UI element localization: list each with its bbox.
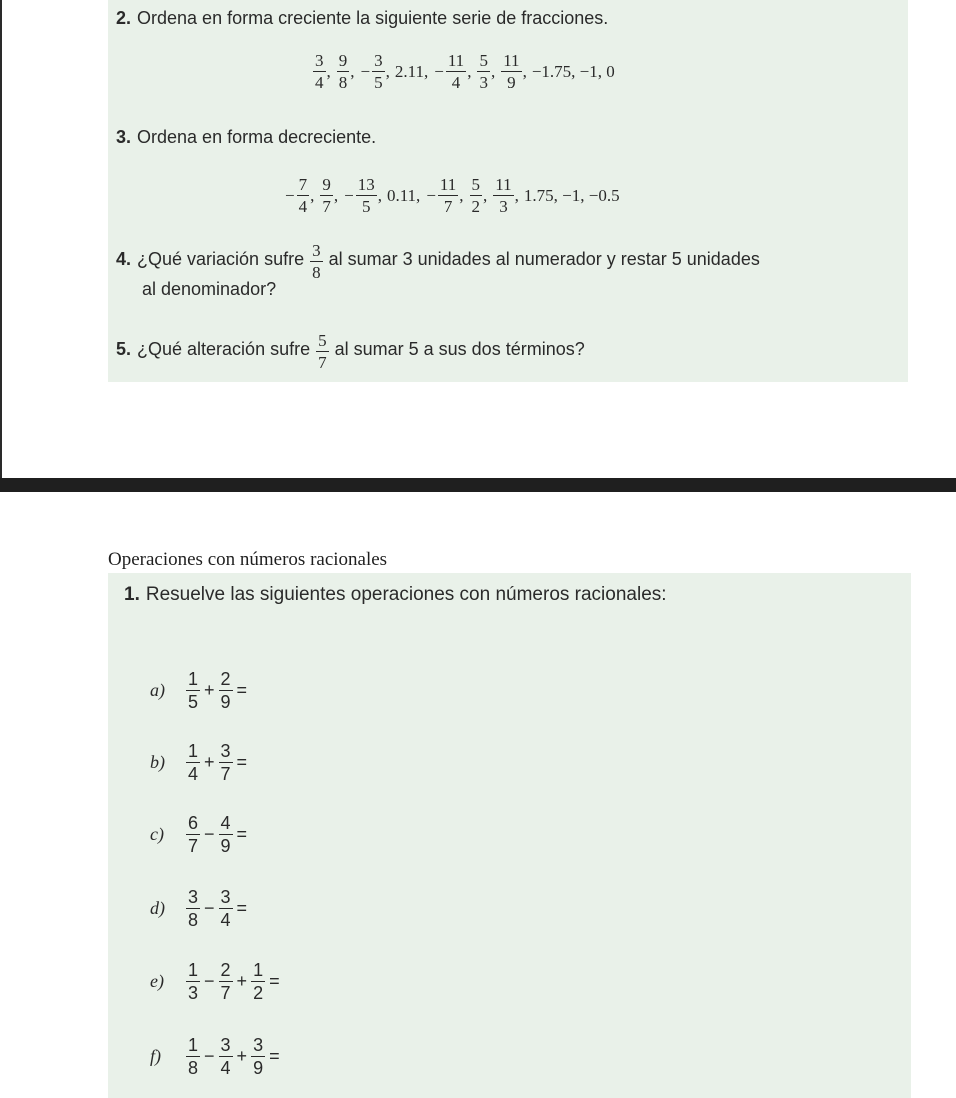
question-number: 4. bbox=[116, 249, 132, 269]
question-number: 5. bbox=[116, 339, 132, 359]
numerator: 4 bbox=[220, 813, 231, 833]
numerator: 3 bbox=[220, 1035, 231, 1055]
operator: + bbox=[236, 1046, 248, 1066]
numerator: 3 bbox=[220, 741, 231, 761]
fraction bbox=[372, 52, 385, 91]
comma: , bbox=[333, 185, 339, 205]
operator: = bbox=[236, 824, 248, 844]
fraction bbox=[251, 961, 265, 1002]
numerator: 5 bbox=[479, 51, 488, 70]
fraction bbox=[186, 670, 200, 711]
fraction bbox=[477, 52, 490, 91]
denominator: 4 bbox=[451, 73, 461, 92]
numerator: 11 bbox=[503, 51, 520, 70]
operator: = bbox=[236, 752, 248, 772]
fraction bbox=[219, 670, 233, 711]
fraction bbox=[470, 176, 483, 215]
fraction-series-decreasing bbox=[284, 176, 625, 215]
fraction bbox=[219, 742, 233, 783]
denominator: 7 bbox=[220, 983, 231, 1003]
page-divider bbox=[0, 478, 956, 492]
fraction bbox=[186, 814, 200, 855]
fraction bbox=[186, 888, 200, 929]
question-text-before: ¿Qué variación sufre bbox=[137, 249, 305, 269]
numerator: 9 bbox=[322, 175, 331, 194]
minus-sign: − bbox=[360, 61, 371, 81]
operator: − bbox=[204, 824, 215, 844]
question-3 bbox=[116, 127, 376, 148]
numerator: 9 bbox=[338, 51, 348, 70]
exercise-label: a) bbox=[150, 680, 165, 700]
fraction bbox=[186, 742, 200, 783]
operator: − bbox=[204, 1046, 215, 1066]
comma: , bbox=[350, 61, 355, 81]
denominator: 4 bbox=[298, 197, 308, 216]
operator: − bbox=[204, 898, 215, 918]
question-4-line2: al denominador? bbox=[142, 279, 277, 299]
denominator: 8 bbox=[312, 263, 321, 282]
denominator: 9 bbox=[220, 692, 231, 712]
fraction bbox=[356, 176, 377, 215]
fraction bbox=[493, 176, 513, 215]
numerator: 1 bbox=[253, 960, 264, 980]
left-border bbox=[0, 0, 2, 478]
numerator: 3 bbox=[188, 887, 199, 907]
fraction bbox=[251, 1036, 265, 1077]
series-value: 1.75, −1, −0.5 bbox=[523, 185, 620, 205]
denominator: 3 bbox=[499, 197, 508, 216]
denominator: 9 bbox=[507, 73, 516, 92]
operator: + bbox=[236, 971, 248, 991]
question-number: 2. bbox=[116, 8, 132, 28]
comma: , bbox=[459, 185, 464, 205]
exercise-item bbox=[150, 888, 249, 929]
operator: + bbox=[204, 752, 215, 772]
numerator: 11 bbox=[495, 175, 512, 194]
denominator: 2 bbox=[471, 197, 481, 216]
question-number: 3. bbox=[116, 127, 132, 147]
fraction bbox=[186, 961, 200, 1002]
denominator: 3 bbox=[479, 73, 488, 92]
comma: , bbox=[467, 61, 472, 81]
comma: , bbox=[490, 61, 496, 81]
series-value: −1.75, −1, 0 bbox=[531, 61, 615, 81]
numerator: 3 bbox=[315, 51, 324, 70]
numerator: 13 bbox=[357, 175, 375, 194]
series-value: 0.11, bbox=[386, 185, 421, 205]
fraction bbox=[219, 888, 233, 929]
exercise-label: c) bbox=[150, 824, 164, 844]
question-text: Resuelve las siguientes operaciones con números racionales: bbox=[145, 584, 667, 605]
numerator: 5 bbox=[471, 175, 481, 194]
inline-fraction bbox=[316, 332, 329, 371]
question-1 bbox=[124, 584, 667, 606]
fraction bbox=[219, 961, 233, 1002]
exercise-label: e) bbox=[150, 971, 164, 991]
numerator: 2 bbox=[220, 960, 231, 980]
numerator: 1 bbox=[188, 741, 199, 761]
fraction-series-increasing bbox=[312, 52, 620, 91]
denominator: 4 bbox=[220, 910, 231, 930]
inline-fraction bbox=[310, 242, 323, 281]
question-text-after: al sumar 5 a sus dos términos? bbox=[334, 339, 585, 359]
comma: , bbox=[377, 185, 382, 205]
denominator: 5 bbox=[188, 692, 199, 712]
denominator: 7 bbox=[220, 764, 231, 784]
comma: , bbox=[483, 185, 488, 205]
fraction bbox=[219, 814, 233, 855]
numerator: 1 bbox=[188, 1035, 199, 1055]
denominator: 5 bbox=[374, 73, 383, 92]
denominator: 7 bbox=[188, 836, 199, 856]
question-text-before: ¿Qué alteración sufre bbox=[137, 339, 311, 359]
numerator: 3 bbox=[312, 241, 321, 260]
numerator: 6 bbox=[188, 813, 199, 833]
denominator: 7 bbox=[322, 197, 331, 216]
denominator: 8 bbox=[188, 910, 199, 930]
denominator: 7 bbox=[443, 197, 453, 216]
numerator: 11 bbox=[439, 175, 457, 194]
exercise-label: d) bbox=[150, 898, 165, 918]
fraction bbox=[219, 1036, 233, 1077]
exercise-item bbox=[150, 670, 249, 711]
minus-sign: − bbox=[285, 185, 295, 205]
exercise-item bbox=[150, 742, 249, 783]
question-number: 1. bbox=[124, 584, 140, 605]
comma: , bbox=[522, 61, 527, 81]
fraction bbox=[501, 52, 521, 91]
operator: = bbox=[269, 1046, 280, 1066]
minus-sign: − bbox=[434, 61, 444, 81]
numerator: 3 bbox=[374, 51, 383, 70]
denominator: 9 bbox=[220, 836, 231, 856]
denominator: 4 bbox=[188, 764, 199, 784]
numerator: 3 bbox=[220, 887, 231, 907]
question-5 bbox=[116, 330, 585, 372]
comma: , bbox=[310, 185, 315, 205]
denominator: 5 bbox=[361, 197, 371, 216]
fraction bbox=[438, 176, 458, 215]
numerator: 1 bbox=[188, 669, 199, 689]
question-text: Ordena en forma creciente la siguiente serie de fracciones. bbox=[137, 8, 609, 28]
denominator: 8 bbox=[188, 1058, 199, 1078]
exercise-label: f) bbox=[150, 1046, 161, 1066]
numerator: 2 bbox=[220, 669, 231, 689]
comma: , bbox=[385, 61, 390, 81]
exercise-label: b) bbox=[150, 752, 165, 772]
operator: = bbox=[269, 971, 280, 991]
exercise-item bbox=[150, 1036, 282, 1077]
fraction bbox=[297, 176, 310, 215]
section-title: Operaciones con números racionales bbox=[108, 549, 388, 570]
minus-sign: − bbox=[426, 185, 436, 205]
question-4 bbox=[116, 240, 760, 282]
numerator: 3 bbox=[253, 1035, 264, 1055]
numerator: 11 bbox=[447, 51, 465, 70]
question-2 bbox=[116, 8, 608, 29]
fraction bbox=[320, 176, 333, 215]
question-text-after: al sumar 3 unidades al numerador y restar 5 unidades bbox=[328, 249, 760, 269]
question-text: Ordena en forma decreciente. bbox=[137, 127, 377, 147]
numerator: 7 bbox=[298, 175, 308, 194]
numerator: 5 bbox=[318, 331, 327, 350]
series-value: 2.11, bbox=[394, 61, 429, 81]
denominator: 3 bbox=[188, 983, 199, 1003]
fraction bbox=[337, 52, 350, 91]
operator: = bbox=[236, 898, 248, 918]
operator: = bbox=[236, 680, 248, 700]
fraction bbox=[186, 1036, 200, 1077]
denominator: 9 bbox=[253, 1058, 264, 1078]
operator: − bbox=[204, 971, 215, 991]
minus-sign: − bbox=[344, 185, 354, 205]
denominator: 7 bbox=[318, 353, 327, 372]
denominator: 2 bbox=[253, 983, 264, 1003]
fraction bbox=[313, 52, 326, 91]
denominator: 8 bbox=[338, 73, 348, 92]
denominator: 4 bbox=[315, 73, 324, 92]
comma: , bbox=[514, 185, 519, 205]
exercise-item bbox=[150, 961, 282, 1002]
operator: + bbox=[204, 680, 215, 700]
comma: , bbox=[326, 61, 331, 81]
exercise-item bbox=[150, 814, 249, 855]
denominator: 4 bbox=[220, 1058, 231, 1078]
fraction bbox=[446, 52, 466, 91]
numerator: 1 bbox=[188, 960, 199, 980]
